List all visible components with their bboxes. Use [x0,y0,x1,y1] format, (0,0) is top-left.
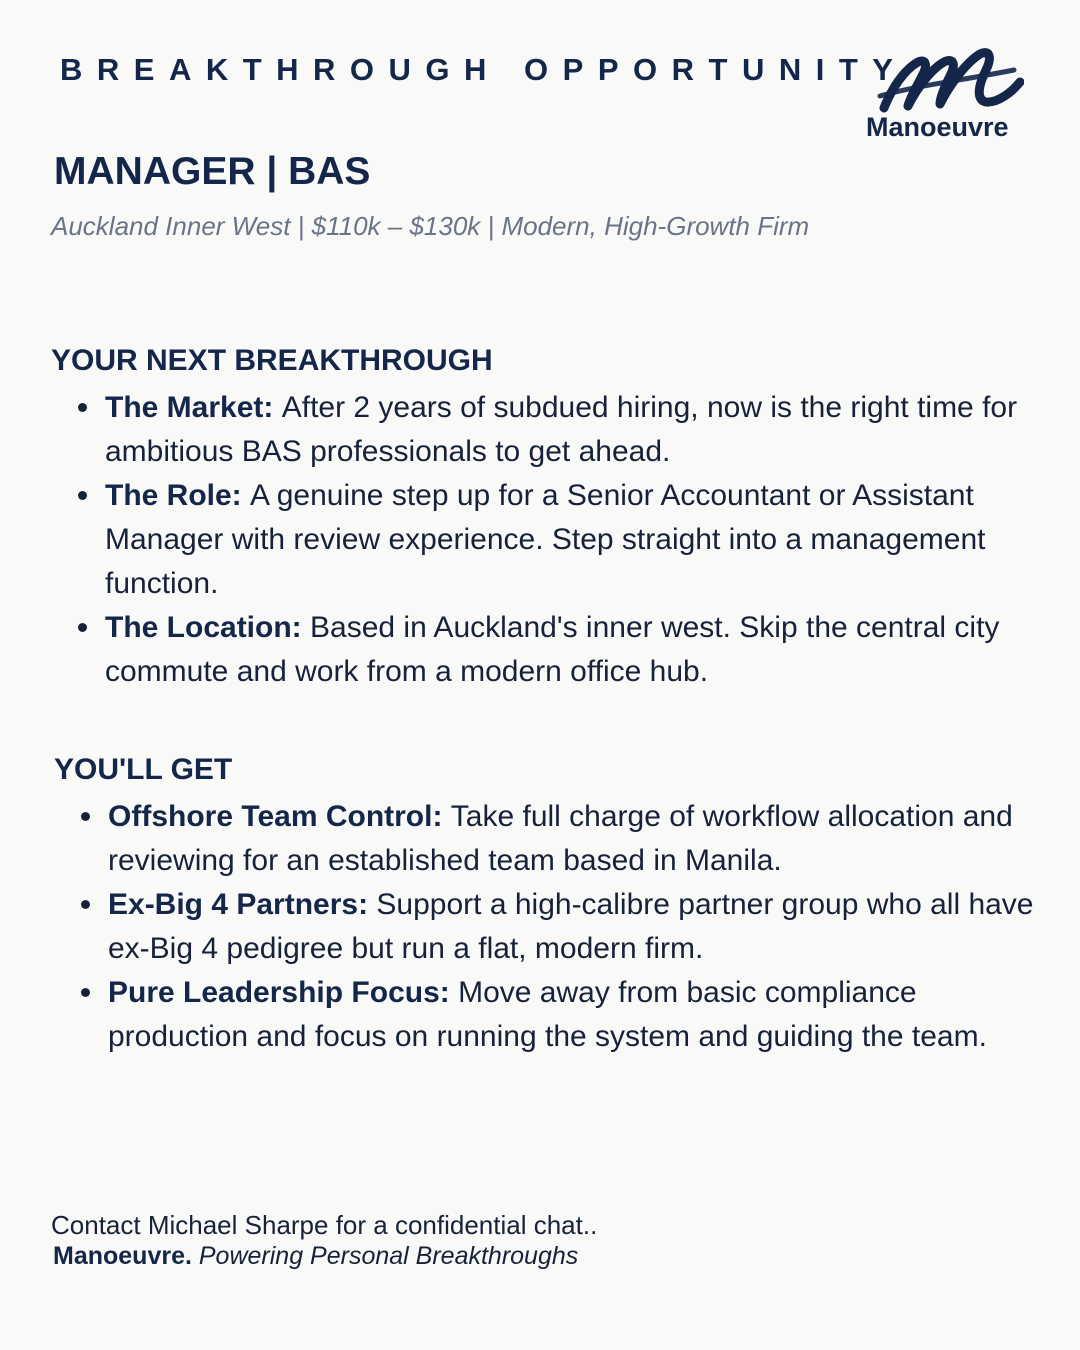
item-label: The Role: [105,479,251,512]
bullet-icon [78,623,87,632]
footer [51,1209,951,1271]
item-text: Take full charge of workflow allocation and reviewing for an established team based in Manila. [108,800,1013,877]
list-item [54,883,1044,971]
footer-brand: Manoeuvre. [53,1242,199,1270]
item-label: The Market: [105,391,282,424]
section-youll-get [54,753,1044,1059]
bullet-icon [81,988,90,997]
footer-tagline: Powering Personal Breakthroughs [198,1242,579,1270]
item-text: Based in Auckland's inner west. Skip the central city commute and work from a modern office hub. [105,611,1000,688]
item-text: After 2 years of subdued hiring, now is the right time for ambitious BAS professionals to get ahead. [105,391,1018,468]
item-label: The Location: [105,611,310,644]
item-label: Ex-Big 4 Partners: [108,888,377,921]
contact-line: Contact Michael Sharpe for a confidential chat.. [51,1210,598,1240]
bullet-icon [81,900,90,909]
item-text: A genuine step up for a Senior Accountant or Assistant Manager with review experience. Step straight into a management function. [105,479,986,600]
list-item [51,474,1041,606]
list-item [51,606,1041,694]
bullet-icon [81,812,90,821]
item-label: Pure Leadership Focus: [108,976,459,1009]
list-item [51,386,1041,474]
section-heading: YOU'LL GET [54,753,233,786]
item-text: Support a high-calibre partner group who all have ex-Big 4 pedigree but run a flat, modern firm. [108,888,1034,965]
list-item [54,971,1044,1059]
item-text: Move away from basic compliance production and focus on running the system and guiding the team. [108,976,987,1053]
tagline [51,1241,951,1271]
list-item [54,795,1044,883]
bullet-list [51,386,1041,694]
manoeuvre-logo [862,40,1032,144]
job-title: MANAGER | BAS [54,150,371,193]
m-script-logo-icon [874,40,1024,114]
item-label: Offshore Team Control: [108,800,451,833]
bullet-icon [78,403,87,412]
eyebrow-heading: BREAKTHROUGH OPPORTUNITY [60,52,908,87]
section-next-breakthrough [51,344,1041,694]
job-subtitle: Auckland Inner West | $110k – $130k | Modern, High-Growth Firm [51,211,810,241]
logo-wordmark: Manoeuvre [866,112,1009,142]
bullet-icon [78,491,87,500]
bullet-list [54,795,1044,1059]
section-heading: YOUR NEXT BREAKTHROUGH [51,344,493,377]
